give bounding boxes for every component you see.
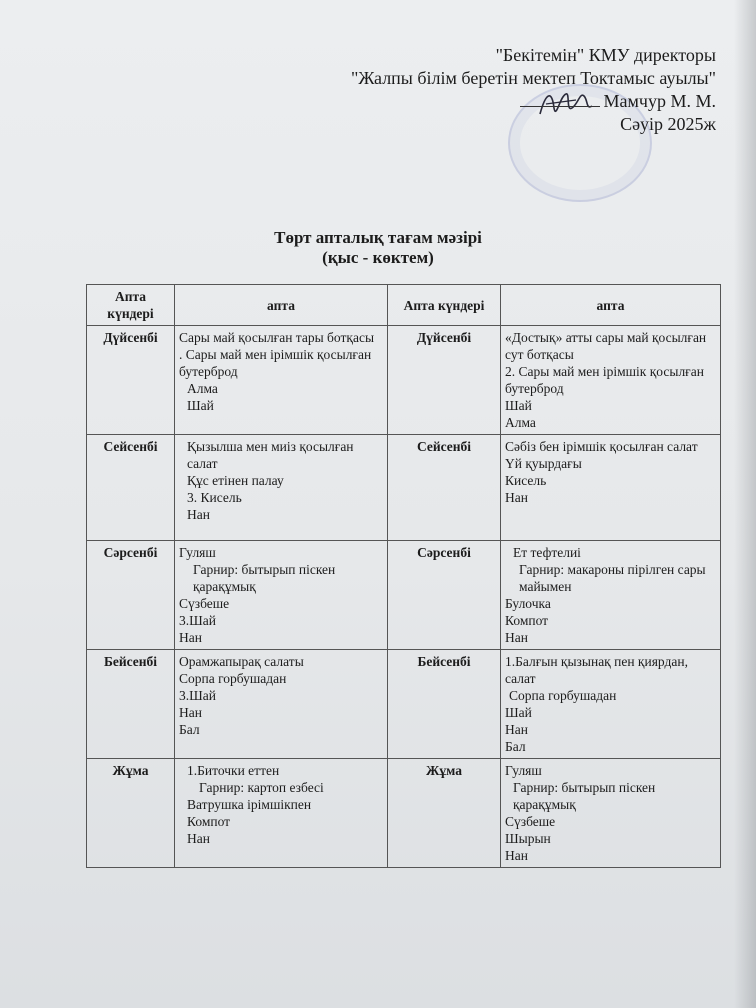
dish-item: Нан (505, 848, 528, 863)
dish-item: Орамжапырақ салаты (179, 654, 304, 669)
day-cell: Дүйсенбі (87, 326, 175, 435)
dish-item: Бал (505, 739, 526, 754)
header-days-1: Апта күндері (87, 285, 175, 326)
dish-item: Нан (179, 705, 202, 720)
approval-line-2: "Жалпы білім беретін мектеп Токтамыс ауылы" (351, 68, 716, 88)
header-week-2: апта (501, 285, 721, 326)
dish-item: Ватрушка ірімшікпен (187, 797, 312, 812)
dish-item: Нан (187, 831, 210, 846)
dish-item: Нан (179, 630, 202, 645)
dish-item: Шай (505, 705, 532, 720)
dish-item: Нан (187, 507, 210, 522)
dish-item: Гуляш (179, 545, 216, 560)
day-cell: Бейсенбі (388, 650, 501, 759)
dish-item: Қызылша мен миіз қосылған салат (187, 439, 354, 471)
menu-cell (501, 650, 721, 759)
dish-item: Сүзбеше (505, 814, 556, 829)
approval-block (351, 44, 716, 136)
dish-item: 3.Шай (179, 613, 216, 628)
dish-item: Сәбіз бен ірімшік қосылған салат (505, 439, 698, 454)
dish-item: 3.Шай (179, 688, 216, 703)
dish-item: Гарнир: бытырып піскен қарақұмық (513, 780, 656, 812)
header-week-1: апта (175, 285, 388, 326)
menu-cell (175, 541, 388, 650)
dish-item: Құс етінен палау (187, 473, 284, 488)
paper-edge-shadow (734, 0, 756, 1008)
dish-item: 2. Сары май мен ірімшік қосылған бутерброд (505, 364, 704, 396)
dish-item: Алма (187, 381, 218, 396)
dish-item: Гарнир: макароны пірілген сары майымен (519, 562, 706, 594)
menu-cell (175, 435, 388, 541)
dish-item: Үй қуырдағы (505, 456, 582, 471)
dish-item: Гарнир: картоп езбесі (199, 780, 324, 795)
dish-item: Компот (505, 613, 549, 628)
header-days-2: Апта күндері (388, 285, 501, 326)
dish-item: Кисель (505, 473, 547, 488)
dish-item: Нан (505, 722, 528, 737)
day-cell: Сәрсенбі (388, 541, 501, 650)
dish-item: Шырын (505, 831, 551, 846)
dish-item: Сары май қосылған тары ботқасы (179, 330, 375, 345)
dish-item: «Достық» атты сары май қосылған сут ботқасы (505, 330, 707, 362)
menu-table (86, 284, 721, 868)
table-header-row (87, 285, 721, 326)
dish-item: Нан (505, 490, 528, 505)
table-row (87, 326, 721, 435)
day-cell: Бейсенбі (87, 650, 175, 759)
dish-item: Шай (505, 398, 532, 413)
menu-cell (501, 759, 721, 868)
dish-item: . Сары май мен ірімшік қосылған бутерброд (179, 347, 372, 379)
table-row (87, 435, 721, 541)
dish-item: Нан (505, 630, 528, 645)
signature-line (520, 92, 600, 107)
day-cell: Сейсенбі (87, 435, 175, 541)
dish-item: Ет тефтелиі (513, 545, 581, 560)
day-cell: Дүйсенбі (388, 326, 501, 435)
table-row (87, 650, 721, 759)
dish-item: Сорпа горбушадан (509, 688, 617, 703)
day-cell: Жұма (87, 759, 175, 868)
menu-cell (175, 326, 388, 435)
dish-item: Компот (187, 814, 231, 829)
table-row (87, 541, 721, 650)
day-cell: Сәрсенбі (87, 541, 175, 650)
dish-item: Булочка (505, 596, 551, 611)
approval-signer-line (351, 90, 716, 113)
dish-item: Гарнир: бытырып піскен қарақұмық (193, 562, 336, 594)
approval-line-1: "Бекітемін" КМУ директоры (495, 45, 716, 65)
dish-item: Алма (505, 415, 536, 430)
document-subtitle: (қыс - көктем) (322, 248, 434, 267)
dish-item: Шай (187, 398, 214, 413)
dish-item: Сүзбеше (179, 596, 230, 611)
approval-date: Сәуір 2025ж (620, 114, 716, 134)
menu-cell (501, 326, 721, 435)
menu-cell (501, 435, 721, 541)
dish-item: Сорпа горбушадан (179, 671, 287, 686)
menu-cell (175, 650, 388, 759)
menu-cell (175, 759, 388, 868)
day-cell: Сейсенбі (388, 435, 501, 541)
dish-item: Бал (179, 722, 200, 737)
dish-item: 1.Биточки еттен (187, 763, 280, 778)
dish-item: 3. Кисель (187, 490, 242, 505)
document-title: Төрт апталық тағам мәзірі (274, 228, 482, 247)
menu-cell (501, 541, 721, 650)
day-cell: Жұма (388, 759, 501, 868)
signer-name: Мамчур М. М. (603, 91, 716, 111)
table-row (87, 759, 721, 868)
dish-item: 1.Балғын қызынақ пен қиярдан, салат (505, 654, 688, 686)
dish-item: Гуляш (505, 763, 542, 778)
